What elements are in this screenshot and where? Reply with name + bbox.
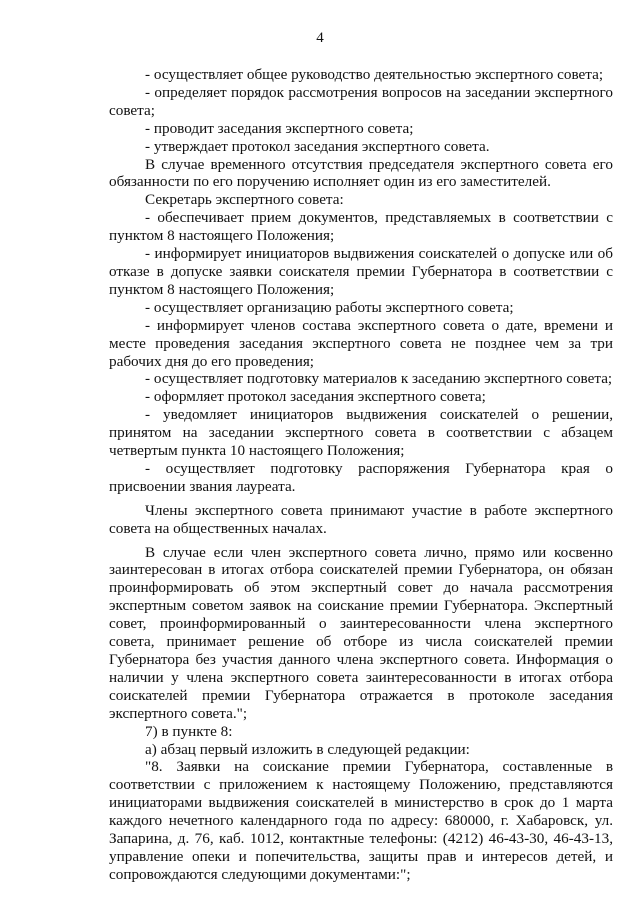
paragraph-17: 7) в пункте 8: (145, 722, 233, 740)
page-number: 4 (316, 30, 324, 46)
paragraph-3: - проводит заседания экспертного совета; (145, 119, 414, 137)
paragraph-9: - осуществляет организацию работы экспертного совета; (145, 298, 514, 316)
paragraph-4: - утверждает протокол заседания экспертного совета. (145, 137, 490, 155)
paragraph-10: - информирует членов состава экспертного совета о дате, времени и месте проведения заседания экспертного совета не позднее чем за три рабочих дня до его проведения; (109, 316, 613, 370)
paragraph-1: - осуществляет общее руководство деятельностью экспертного совета; (145, 66, 604, 83)
document-body (109, 66, 613, 884)
paragraph-19: "8. Заявки на соискание премии Губернатора, составленные в соответствии с приложением к настоящему Положению, представляются инициаторами выдвижения соискателей в министерство в срок до 1 марта каждого нечетного календарного года по адресу: 680000, г. Хабаровск, ул. Запарина, д. 76, каб. 1012, контактные телефоны: (4212) 46-43-30, 46-43-13, управление опеки и попечительства, защиты прав и интересов детей, и сопровождаются следующими документами:"; (109, 758, 613, 883)
paragraph-18: а) абзац первый изложить в следующей редакции: (145, 740, 470, 758)
paragraph-8: - информирует инициаторов выдвижения соискателей о допуске или об отказе в допуске заявки соискателя премии Губернатора в соответствии с пунктом 8 настоящего Положения; (109, 245, 613, 298)
paragraph-15: Члены экспертного совета принимают участие в работе экспертного совета на общественных началах. (109, 501, 613, 537)
paragraph-5: В случае временного отсутствия председателя экспертного совета его обязанности по его поручению исполняет один из его заместителей. (109, 155, 613, 191)
paragraph-7: - обеспечивает прием документов, представляемых в соответствии с пунктом 8 настоящего Положения; (109, 209, 613, 245)
paragraph-13: - уведомляет инициаторов выдвижения соискателей о решении, принятом на заседании экспертного совета в соответствии с абзацем четвертым пункта 10 настоящего Положения; (109, 406, 613, 460)
paragraph-14: - осуществляет подготовку распоряжения Губернатора края о присвоении звания лауреата. (109, 459, 613, 495)
paragraph-12: - оформляет протокол заседания экспертного совета; (145, 388, 486, 406)
paragraph-2: - определяет порядок рассмотрения вопросов на заседании экспертного совета; (109, 83, 613, 119)
paragraph-11: - осуществляет подготовку материалов к заседанию экспертного совета; (145, 370, 613, 388)
paragraph-16: В случае если член экспертного совета лично, прямо или косвенно заинтересован в итогах отбора соискателей премии Губернатора, он обязан проинформировать об этом экспертный совет до начала рассмотрения экспертным советом заявок на соискание премии Губернатора. Экспертный совет, проинформированный о заинтересованности члена экспертного совета, принимает решение об отборе из числа соискателей премии Губернатора без участия данного члена экспертного совета. Информация о наличии у члена экспертного совета заинтересованности в итогах отбора соискателей премии Губернатора отражается в протоколе заседания экспертного совета."; (109, 543, 613, 722)
paragraph-6: Секретарь экспертного совета: (145, 191, 344, 209)
